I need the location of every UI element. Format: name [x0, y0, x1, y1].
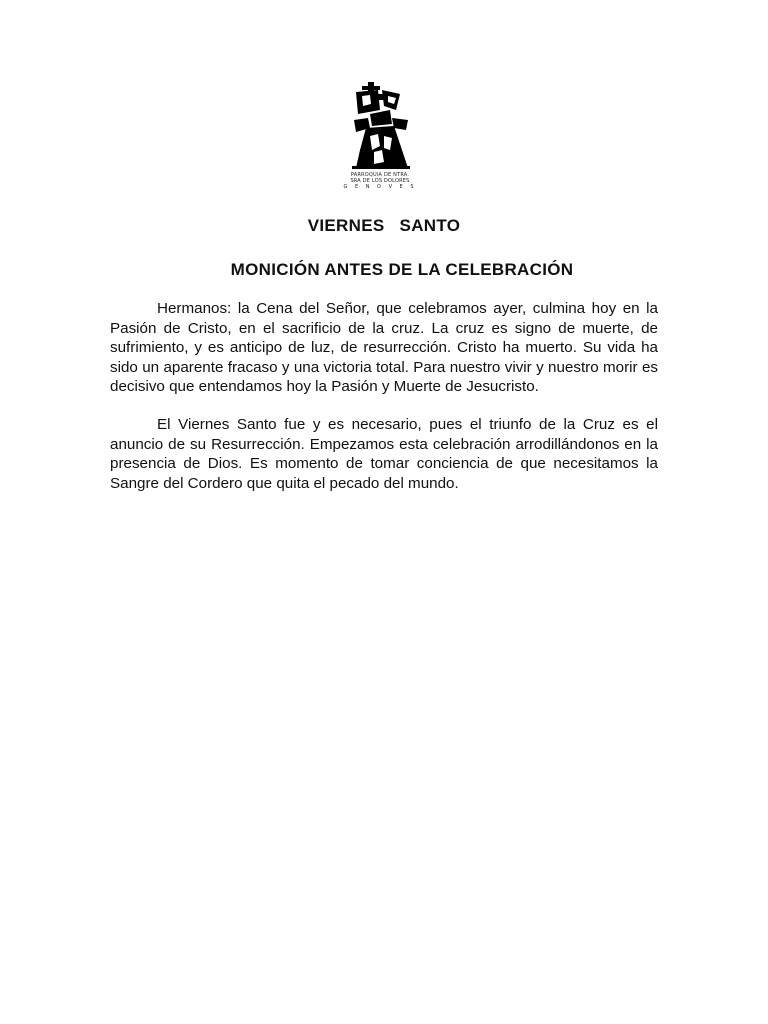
body-paragraph: Hermanos: la Cena del Señor, que celebramos ayer, culmina hoy en la Pasión de Cristo, en el sacrificio de la cruz. La cruz es signo de muerte, de sufrimiento, y es anticipo de luz, de resurrección. Cristo ha muerto. Su vida ha sido un aparente fracaso y una victoria total. Para nuestro vivir y nuestro morir es decisivo que entendamos hoy la Pasión y Muerte de Jesucristo.: [110, 300, 658, 396]
document-title: VIERNES SANTO: [307, 216, 461, 235]
logo-caption-line: G E N O V E S: [343, 184, 417, 190]
logo-caption-line: PARROQUIA DE NTRA.: [350, 172, 410, 178]
logo-caption: [340, 172, 420, 190]
document-subtitle: MONICIÓN ANTES DE LA CELEBRACIÓN: [230, 260, 574, 279]
logo-caption-line: SRA DE LOS DOLORES: [350, 178, 410, 184]
logo-emblem-icon: [348, 80, 412, 172]
body-paragraph: El Viernes Santo fue y es necesario, pues el triunfo de la Cruz es el anuncio de su Resurrección. Empezamos esta celebración arrodillándonos en la presencia de Dios. Es momento de tomar conciencia de que necesitamos la Sangre del Cordero que quita el pecado del mundo.: [110, 416, 658, 492]
